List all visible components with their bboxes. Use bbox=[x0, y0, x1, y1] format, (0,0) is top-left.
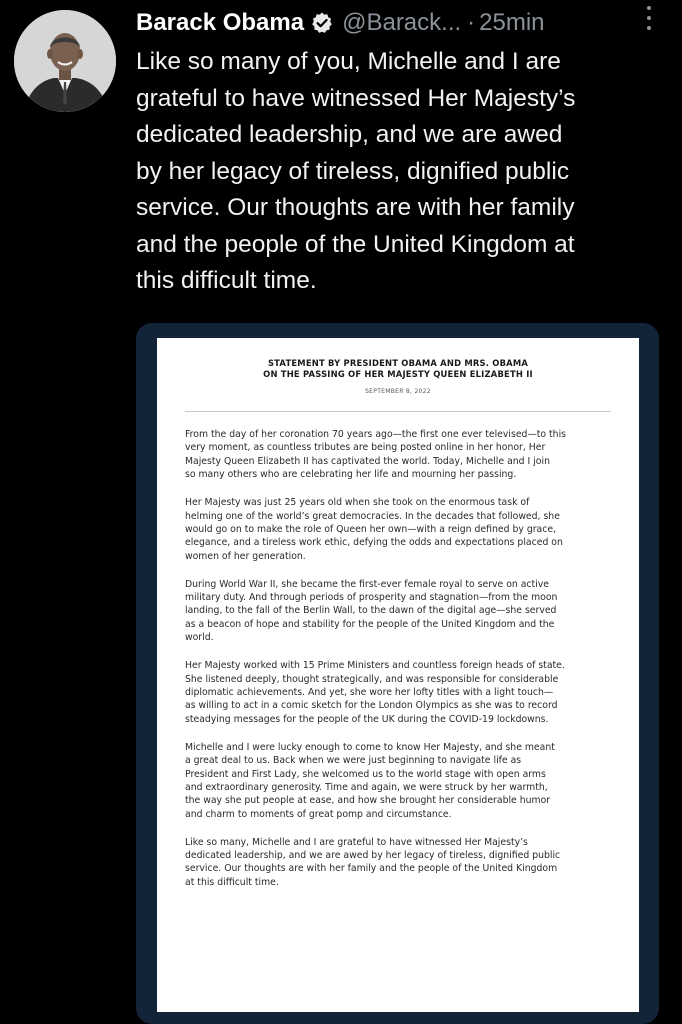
paragraph-line: as a beacon of hope and stability for the people of the United Kingdom and the bbox=[185, 618, 555, 630]
user-handle[interactable]: @Barack... bbox=[342, 9, 462, 36]
paragraph-line: military duty. And through periods of prosperity and stagnation—from the moon bbox=[185, 592, 558, 604]
paragraph-line: world. bbox=[185, 632, 214, 644]
paragraph-line: Like so many, Michelle and I are grateful to have witnessed Her Majesty’s bbox=[185, 836, 528, 848]
profile-photo bbox=[14, 10, 116, 112]
paragraph-line: at this difficult time. bbox=[185, 876, 279, 888]
paragraph-line: service. Our thoughts are with her family and the people of the United Kingdom bbox=[185, 863, 558, 875]
paragraph-line: dedicated leadership, and we are awed by her legacy of tireless, dignified public bbox=[185, 850, 561, 862]
paragraph-line: Michelle and I were lucky enough to come to know Her Majesty, and she meant bbox=[185, 741, 555, 753]
statement-body bbox=[185, 428, 615, 904]
paragraph-line: women of her generation. bbox=[185, 550, 306, 562]
verified-badge-icon bbox=[310, 11, 334, 35]
tweet-text-line: dedicated leadership, and we are awed bbox=[136, 121, 563, 148]
tweet-timestamp[interactable]: 25min bbox=[479, 9, 545, 36]
statement-heading bbox=[157, 358, 639, 380]
tweet-text-line: and the people of the United Kingdom at bbox=[136, 230, 575, 258]
paragraph-line: Her Majesty worked with 15 Prime Ministers and countless foreign heads of state. bbox=[185, 660, 565, 672]
display-name[interactable]: Barack Obama bbox=[136, 9, 305, 36]
paragraph-line: would go on to make the role of Queen her own—with a reign defined by grace, bbox=[185, 523, 557, 535]
paragraph-line: so many others who are celebrating her life and mourning her passing. bbox=[185, 469, 517, 481]
paragraph-line: Majesty Queen Elizabeth II has captivated the world. Today, Michelle and I join bbox=[185, 455, 550, 467]
paragraph-line: very moment, as countless tributes are being posted online in her honor, Her bbox=[185, 442, 546, 454]
tweet-text-line: by her legacy of tireless, dignified public bbox=[136, 157, 570, 185]
avatar[interactable] bbox=[14, 10, 116, 112]
tweet-text bbox=[136, 44, 676, 300]
paragraph-line: as willing to act in a comic sketch for the London Olympics as she was to record bbox=[185, 700, 558, 712]
paragraph-line: diplomatic achievements. And yet, she wore her lofty titles with a light touch— bbox=[185, 687, 554, 698]
statement-paragraph bbox=[185, 496, 615, 563]
more-vertical-icon[interactable] bbox=[644, 4, 654, 32]
tweet-header bbox=[136, 6, 676, 40]
statement-heading-line: STATEMENT BY PRESIDENT OBAMA AND MRS. OBAMA bbox=[267, 358, 529, 368]
paragraph-line: From the day of her coronation 70 years ago—the first one ever televised—to this bbox=[185, 429, 567, 440]
paragraph-line: a great deal to us. Back when we were just beginning to navigate life as bbox=[185, 755, 522, 767]
paragraph-line: and extraordinary generosity. Time and again, we were struck by her warmth, bbox=[185, 781, 548, 793]
paragraph-line: the way she put people at ease, and how she brought her considerable humor bbox=[185, 795, 551, 807]
paragraph-line: She listened deeply, thought strategically, and was responsible for considerable bbox=[185, 673, 559, 685]
divider bbox=[185, 411, 611, 412]
statement-paragraph bbox=[185, 428, 615, 482]
paragraph-line: elegance, and a tireless work ethic, defying the odds and expectations placed on bbox=[185, 537, 563, 549]
statement-paragraph bbox=[185, 741, 615, 821]
statement-paragraph bbox=[185, 578, 615, 645]
paragraph-line: President and First Lady, she welcomed us to the world stage with open arms bbox=[185, 768, 546, 780]
tweet-text-line: Like so many of you, Michelle and I are bbox=[136, 48, 561, 75]
statement-paragraph bbox=[185, 836, 615, 890]
paragraph-line: and charm to moments of great pomp and circumstance. bbox=[185, 808, 452, 820]
paragraph-line: helming one of the world’s great democracies. In the decades that followed, she bbox=[185, 510, 560, 522]
separator-dot: · bbox=[467, 9, 476, 36]
tweet-text-line: service. Our thoughts are with her family bbox=[136, 194, 575, 221]
paragraph-line: steadying messages for the people of the UK during the COVID-19 lockdowns. bbox=[185, 713, 549, 725]
paragraph-line: Her Majesty was just 25 years old when she took on the enormous task of bbox=[185, 497, 530, 509]
paragraph-line: During World War II, she became the first-ever female royal to serve on active bbox=[185, 578, 549, 590]
tweet-text-line: this difficult time. bbox=[136, 267, 317, 294]
statement-document[interactable] bbox=[157, 338, 639, 1012]
statement-heading-line: ON THE PASSING OF HER MAJESTY QUEEN ELIZABETH II bbox=[263, 368, 533, 379]
paragraph-line: landing, to the fall of the Berlin Wall, to the dawn of the digital age—she served bbox=[185, 605, 557, 617]
statement-paragraph bbox=[185, 659, 615, 726]
statement-date: SEPTEMBER 8, 2022 bbox=[365, 388, 431, 395]
tweet-text-line: grateful to have witnessed Her Majesty’s bbox=[136, 84, 576, 112]
